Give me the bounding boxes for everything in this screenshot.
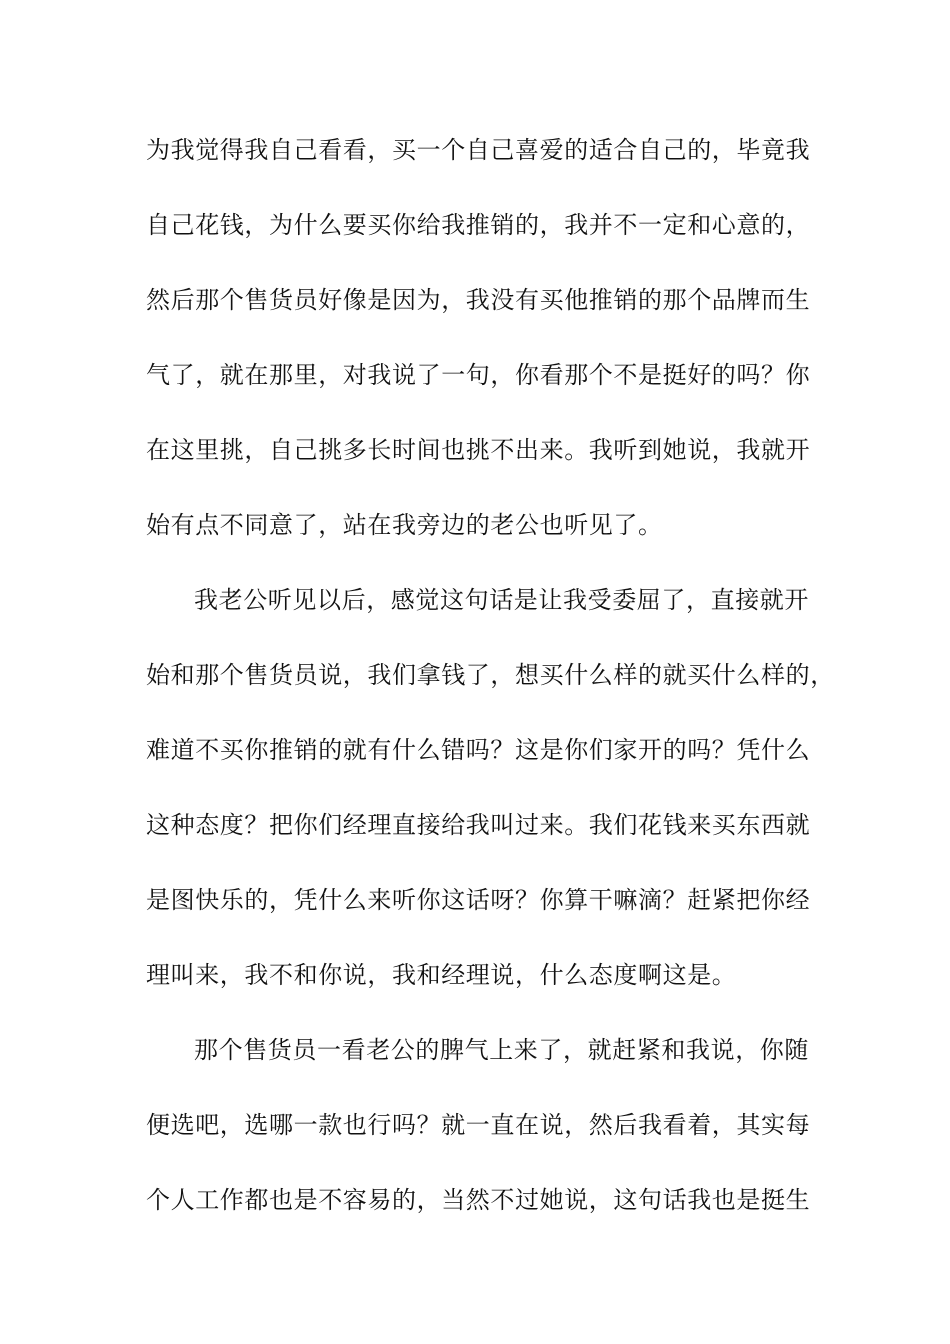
text-line-content: 始有点不同意了，站在我旁边的老公也听见了。 xyxy=(146,511,663,539)
text-line xyxy=(0,205,950,245)
text-line-content: 难道不买你推销的就有什么错吗？这是你们家开的吗？凭什么 xyxy=(146,736,811,764)
text-line-content: 在这里挑，自己挑多长时间也挑不出来。我听到她说，我就开 xyxy=(146,436,811,464)
text-line xyxy=(0,355,950,395)
text-line-content: 便选吧，选哪一款也行吗？就一直在说，然后我看着，其实每 xyxy=(146,1111,811,1139)
paragraph-start-line xyxy=(0,1030,950,1070)
text-line-content: 自己花钱，为什么要买你给我推销的，我并不一定和心意的， xyxy=(146,211,811,239)
text-line-content: 这种态度？把你们经理直接给我叫过来。我们花钱来买东西就 xyxy=(146,811,811,839)
text-line-content: 然后那个售货员好像是因为，我没有买他推销的那个品牌而生 xyxy=(146,286,811,314)
text-line xyxy=(0,880,950,920)
text-line xyxy=(0,130,950,170)
text-line-content: 我老公听见以后，感觉这句话是让我受委屈了，直接就开 xyxy=(194,586,809,614)
text-line-content: 是图快乐的，凭什么来听你这话呀？你算干嘛滴？赶紧把你经 xyxy=(146,886,811,914)
text-line xyxy=(0,430,950,470)
text-line xyxy=(0,805,950,845)
paragraph-start-line xyxy=(0,580,950,620)
text-line xyxy=(0,280,950,320)
text-line-content: 理叫来，我不和你说，我和经理说，什么态度啊这是。 xyxy=(146,961,737,989)
text-line-content: 为我觉得我自己看看，买一个自己喜爱的适合自己的，毕竟我 xyxy=(146,136,811,164)
text-line-content: 始和那个售货员说，我们拿钱了，想买什么样的就买什么样的， xyxy=(146,661,835,689)
text-line xyxy=(0,1180,950,1220)
text-line xyxy=(0,1105,950,1145)
text-line xyxy=(0,655,950,695)
text-line xyxy=(0,505,950,545)
text-line-content: 个人工作都也是不容易的，当然不过她说，这句话我也是挺生 xyxy=(146,1186,811,1214)
text-line-content: 那个售货员一看老公的脾气上来了，就赶紧和我说，你随 xyxy=(194,1036,809,1064)
text-line xyxy=(0,955,950,995)
text-line xyxy=(0,730,950,770)
text-line-content: 气了，就在那里，对我说了一句，你看那个不是挺好的吗？你 xyxy=(146,361,811,389)
